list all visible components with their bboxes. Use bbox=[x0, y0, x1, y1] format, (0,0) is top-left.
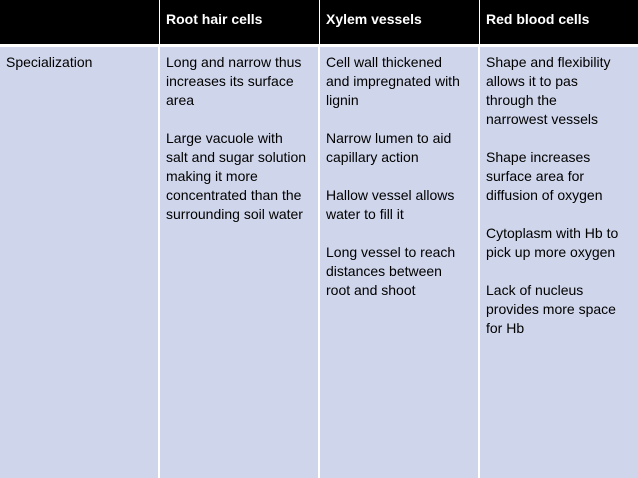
cell-root-hair-cells bbox=[160, 44, 320, 478]
header-cell-xylem-vessels: Xylem vessels bbox=[320, 0, 480, 44]
paragraph: Large vacuole with salt and sugar solution making it more concentrated than the surrounding soil water bbox=[166, 130, 307, 222]
header-cell-empty bbox=[0, 0, 160, 44]
paragraph: Shape and flexibility allows it to pas through the narrowest vessels bbox=[486, 54, 611, 127]
paragraph: Narrow lumen to aid capillary action bbox=[326, 130, 452, 165]
paragraph: Cell wall thickened and impregnated with lignin bbox=[326, 54, 460, 108]
header-cell-red-blood-cells: Red blood cells bbox=[480, 0, 638, 44]
paragraph: Cytoplasm with Hb to pick up more oxygen bbox=[486, 225, 619, 260]
cell-xylem-vessels bbox=[320, 44, 480, 478]
paragraph: Hallow vessel allows water to fill it bbox=[326, 187, 455, 222]
paragraph: Long and narrow thus increases its surface area bbox=[166, 54, 302, 108]
header-cell-root-hair-cells: Root hair cells bbox=[160, 0, 320, 44]
row-label-specialization: Specialization bbox=[0, 44, 160, 478]
paragraph: Lack of nucleus provides more space for Hb bbox=[486, 282, 616, 336]
paragraph: Shape increases surface area for diffusion of oxygen bbox=[486, 149, 603, 203]
paragraph: Long vessel to reach distances between root and shoot bbox=[326, 244, 456, 298]
cell-red-blood-cells bbox=[480, 44, 638, 478]
